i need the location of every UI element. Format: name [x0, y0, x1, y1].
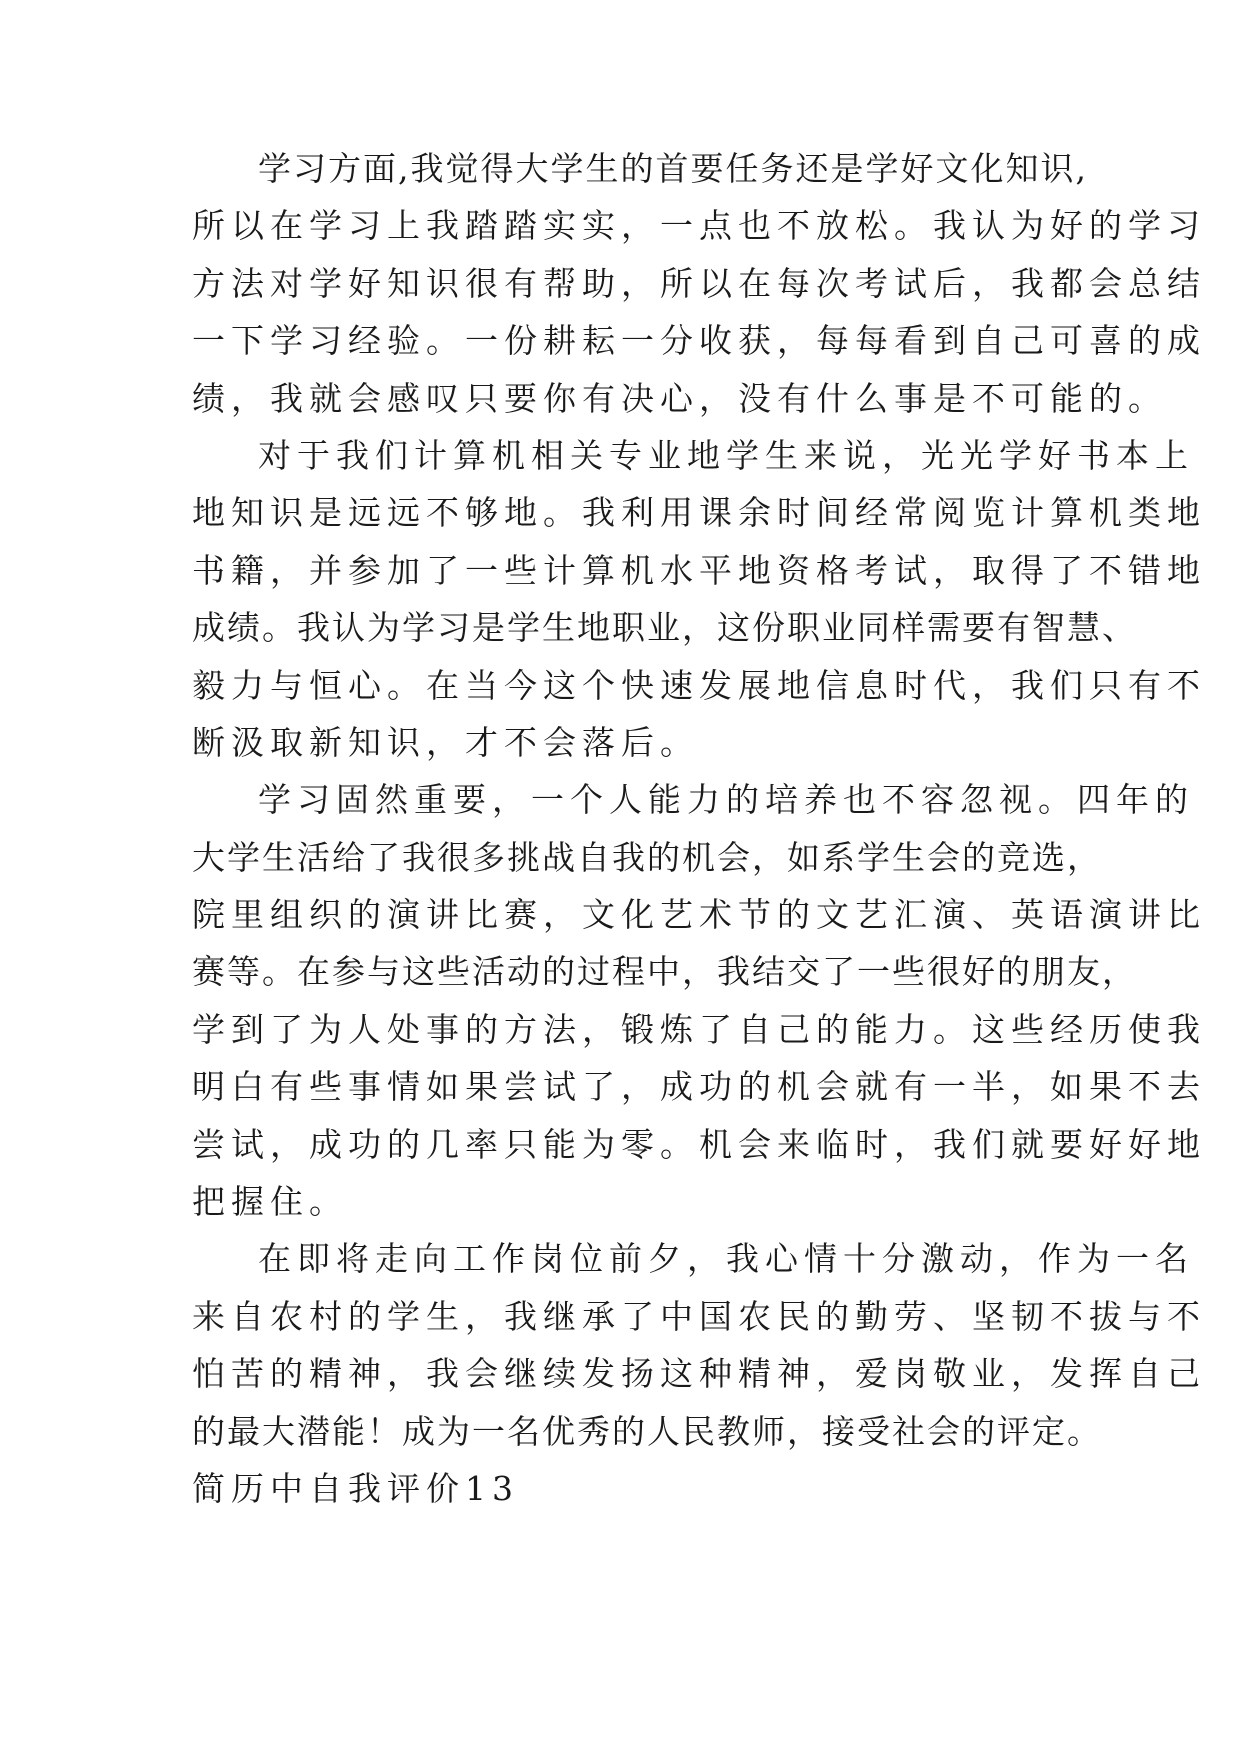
text-line: 尝试，成功的几率只能为零。机会来临时，我们就要好好地: [192, 1124, 1206, 1164]
text-line: 把握住。: [192, 1182, 348, 1222]
text-line: 地知识是远远不够地。我利用课余时间经常阅览计算机类地: [192, 493, 1206, 533]
text-line: 来自农村的学生，我继承了中国农民的勤劳、坚韧不拔与不: [192, 1296, 1206, 1336]
paragraph-career: [192, 1230, 1206, 1460]
text-line: 一下学习经验。一份耕耘一分收获，每每看到自己可喜的成: [192, 321, 1206, 361]
text-line: 方法对学好知识很有帮助，所以在每次考试后，我都会总结: [192, 263, 1206, 303]
text-line: 的最大潜能！成为一名优秀的人民教师，接受社会的评定。: [192, 1411, 1102, 1451]
document-page: [192, 140, 1206, 1517]
text-line: 在即将走向工作岗位前夕，我心情十分激动，作为一名: [258, 1239, 1194, 1279]
text-line: 学习固然重要，一个人能力的培养也不容忽视。四年的: [258, 780, 1194, 820]
text-line: 毅力与恒心。在当今这个快速发展地信息时代，我们只有不: [192, 665, 1206, 705]
text-line: 学习方面,我觉得大学生的首要任务还是学好文化知识,: [258, 149, 1088, 188]
text-line: 赛等。在参与这些活动的过程中，我结交了一些很好的朋友，: [192, 952, 1137, 992]
paragraph-computer-major: [192, 427, 1206, 771]
paragraph-study: [192, 140, 1206, 427]
section-heading: 简历中自我评价13: [192, 1468, 519, 1508]
text-line: 明白有些事情如果尝试了，成功的机会就有一半，如果不去: [192, 1067, 1206, 1107]
text-line: 书籍，并参加了一些计算机水平地资格考试，取得了不错地: [192, 550, 1206, 590]
text-line: 对于我们计算机相关专业地学生来说，光光学好书本上: [258, 435, 1194, 475]
text-line: 大学生活给了我很多挑战自我的机会，如系学生会的竞选，: [192, 837, 1102, 877]
text-line: 学到了为人处事的方法，锻炼了自己的能力。这些经历使我: [192, 1009, 1206, 1049]
text-line: 绩，我就会感叹只要你有决心，没有什么事是不可能的。: [192, 378, 1167, 418]
paragraph-abilities: [192, 771, 1206, 1230]
text-line: 成绩。我认为学习是学生地职业，这份职业同样需要有智慧、: [192, 608, 1137, 648]
text-line: 院里组织的演讲比赛，文化艺术节的文艺汇演、英语演讲比: [192, 895, 1206, 935]
text-line: 怕苦的精神，我会继续发扬这种精神，爱岗敬业，发挥自己: [192, 1354, 1206, 1394]
text-line: 所以在学习上我踏踏实实，一点也不放松。我认为好的学习: [192, 206, 1206, 246]
text-line: 断汲取新知识，才不会落后。: [192, 722, 699, 762]
